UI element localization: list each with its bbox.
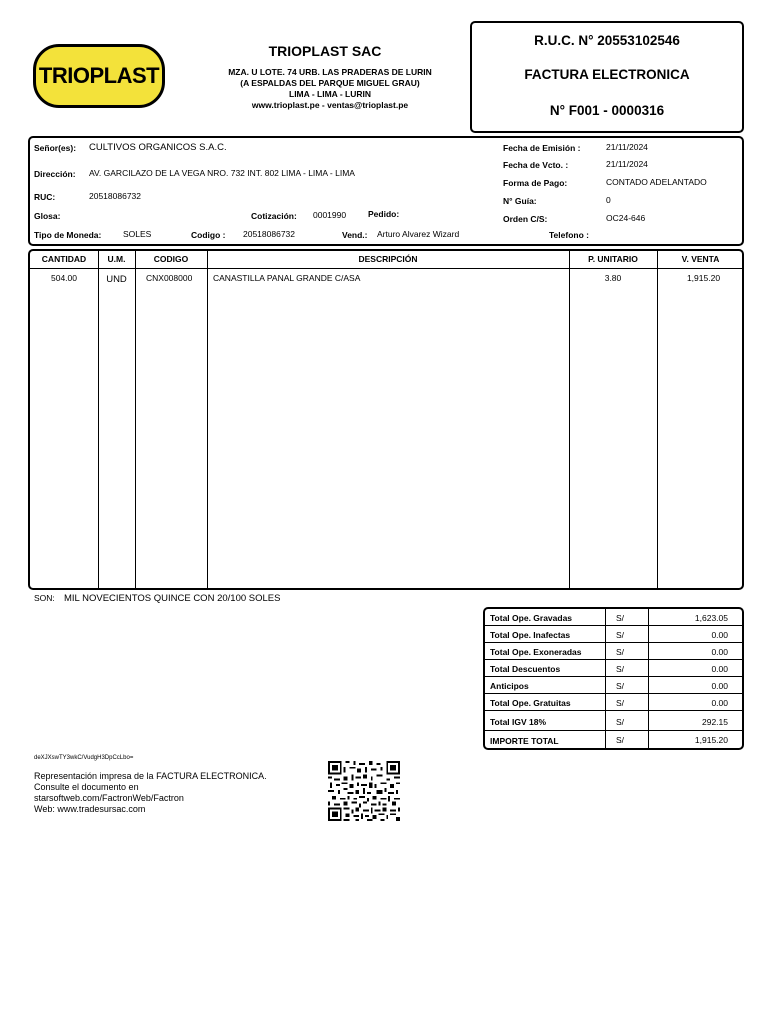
ruc-label: RUC:: [34, 192, 56, 202]
col-divider: [135, 251, 136, 588]
cell-unitario: 3.80: [604, 273, 622, 283]
orden-label: Orden C/S:: [503, 214, 548, 224]
cell-descripcion: CANASTILLA PANAL GRANDE C/ASA: [213, 273, 361, 283]
total-value: 292.15: [702, 717, 728, 727]
invoice-id-box: [470, 21, 744, 133]
fecha-emision-value: 21/11/2024: [606, 142, 648, 152]
total-label: Total Ope. Gratuitas: [490, 698, 571, 708]
invoice-ruc: R.U.C. N° 20553102546: [534, 33, 680, 48]
col-divider: [98, 251, 99, 588]
footer-line: Representación impresa de la FACTURA ELECTRONICA.: [34, 771, 267, 781]
vend-value: Arturo Alvarez Wizard: [377, 229, 460, 239]
son-amount-words: MIL NOVECIENTOS QUINCE CON 20/100 SOLES: [64, 593, 281, 604]
son-label: SON:: [34, 593, 55, 603]
total-currency: S/: [616, 681, 625, 691]
col-divider: [657, 251, 658, 588]
guia-value: 0: [606, 195, 611, 205]
total-value: 0.00: [711, 681, 728, 691]
total-row: [485, 731, 742, 748]
company-name: TRIOPLAST SAC: [268, 43, 382, 59]
ruc-value: 20518086732: [89, 191, 142, 201]
total-label: Total IGV 18%: [490, 717, 547, 727]
cell-venta: 1,915.20: [686, 273, 721, 283]
total-currency: S/: [616, 717, 625, 727]
total-label: Total Ope. Gravadas: [490, 613, 573, 623]
moneda-value: SOLES: [123, 229, 152, 239]
header-venta: V. VENTA: [681, 254, 720, 264]
senor-label: Señor(es):: [34, 143, 77, 153]
cotizacion-label: Cotización:: [251, 211, 297, 221]
vend-label: Vend.:: [342, 230, 368, 240]
total-currency: S/: [616, 647, 625, 657]
invoice-doc-type: FACTURA ELECTRONICA: [524, 67, 690, 82]
direccion-label: Dirección:: [34, 169, 76, 179]
total-label: Total Descuentos: [490, 664, 561, 674]
total-currency: S/: [616, 630, 625, 640]
company-web-email: www.trioplast.pe - ventas@trioplast.pe: [251, 100, 409, 110]
total-row: [485, 677, 742, 694]
total-value: 1,623.05: [694, 613, 728, 623]
total-value: 1,915.20: [694, 735, 728, 745]
qr-code-icon: [327, 761, 401, 821]
invoice-number: N° F001 - 0000316: [549, 103, 665, 118]
fecha-emision-label: Fecha de Emisión :: [503, 143, 581, 153]
total-label: Anticipos: [490, 681, 529, 691]
footer-line: Web: www.tradesursac.com: [34, 804, 146, 814]
total-row: [485, 694, 742, 711]
company-address-line2: (A ESPALDAS DEL PARQUE MIGUEL GRAU): [240, 78, 420, 88]
direccion-value: AV. GARCILAZO DE LA VEGA NRO. 732 INT. 802 LIMA - LIMA - LIMA: [89, 168, 355, 178]
total-label: Total Ope. Exoneradas: [490, 647, 582, 657]
items-table: [28, 249, 744, 590]
document-hash: deXJXswTY3wkC/VudgH3DpCcLbo=: [34, 755, 134, 761]
cell-um: UND: [106, 274, 127, 285]
logo-text: TRIOPLAST: [38, 63, 160, 88]
total-label: IMPORTE TOTAL: [490, 736, 559, 746]
client-info-box: [28, 136, 744, 246]
total-currency: S/: [616, 698, 625, 708]
total-value: 0.00: [711, 664, 728, 674]
totals-table: [483, 607, 744, 750]
footer-note: [34, 771, 267, 815]
fecha-vcto-label: Fecha de Vcto. :: [503, 160, 569, 170]
col-divider: [569, 251, 570, 588]
glosa-label: Glosa:: [34, 211, 61, 221]
col-divider: [207, 251, 208, 588]
cell-codigo: CNX008000: [146, 273, 193, 283]
codigo-label: Codigo :: [191, 230, 226, 240]
total-row: [485, 643, 742, 660]
total-row: [485, 609, 742, 626]
pedido-label: Pedido:: [368, 209, 400, 219]
total-value: 0.00: [711, 630, 728, 640]
forma-pago-label: Forma de Pago:: [503, 178, 568, 188]
cell-cantidad: 504.00: [51, 273, 77, 283]
total-row: [485, 660, 742, 677]
cotizacion-value: 0001990: [313, 210, 347, 220]
footer-line: starsoftweb.com/FactronWeb/Factron: [34, 793, 184, 803]
header-unitario: P. UNITARIO: [588, 254, 638, 264]
fecha-vcto-value: 21/11/2024: [606, 159, 648, 169]
company-logo: [33, 44, 165, 108]
total-currency: S/: [616, 735, 625, 745]
header-codigo: CODIGO: [153, 254, 189, 264]
codigo-value: 20518086732: [243, 229, 296, 239]
guia-label: N° Guía:: [503, 196, 537, 206]
total-currency: S/: [616, 664, 625, 674]
orden-value: OC24-646: [606, 213, 646, 223]
header-descripcion: DESCRIPCIÓN: [358, 254, 418, 264]
total-row: [485, 626, 742, 643]
header-um: U.M.: [107, 254, 126, 264]
company-address-line1: MZA. U LOTE. 74 URB. LAS PRADERAS DE LURIN: [228, 67, 432, 77]
telefono-label: Telefono :: [549, 230, 589, 240]
total-currency: S/: [616, 613, 625, 623]
forma-pago-value: CONTADO ADELANTADO: [606, 177, 707, 187]
total-label: Total Ope. Inafectas: [490, 630, 571, 640]
total-row: [485, 711, 742, 731]
moneda-label: Tipo de Moneda:: [34, 230, 102, 240]
header-cantidad: CANTIDAD: [41, 254, 87, 264]
company-address-line3: LIMA - LIMA - LURIN: [289, 89, 371, 99]
footer-line: Consulte el documento en: [34, 782, 139, 792]
total-value: 0.00: [711, 647, 728, 657]
senor-value: CULTIVOS ORGANICOS S.A.C.: [89, 142, 227, 153]
total-value: 0.00: [711, 698, 728, 708]
